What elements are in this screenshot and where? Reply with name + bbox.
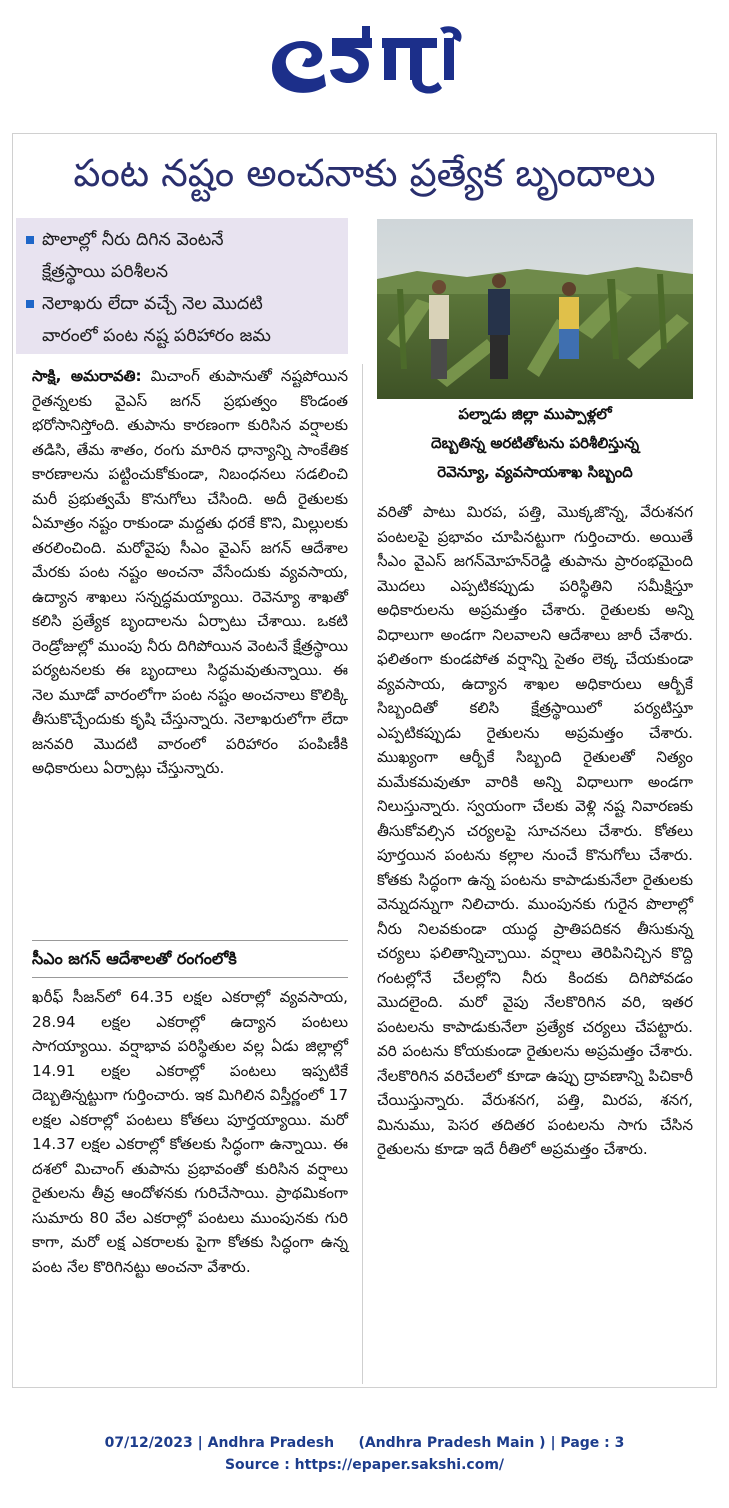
highlight-line: పొలాల్లో నీరు దిగిన వెంటనే [42, 230, 224, 250]
right-column-body [377, 500, 693, 1162]
square-bullet-icon [26, 300, 34, 308]
footer-edition-line: 07/12/2023 | Andhra Pradesh (Andhra Pradesh Main ) | Page : 3 [104, 1435, 625, 1451]
banana-field-photo [377, 219, 693, 399]
square-bullet-icon [26, 236, 34, 244]
paragraph-text: వరితో పాటు మిరప, పత్తి, మొక్కజొన్న, వేరుశనగ పంటలపై ప్రభావం చూపినట్టుగా గుర్తించారు. అయితే సీఎం వైఎస్ జగన్‌మోహన్‌రెడ్డి తుపాను ప్రారంభమైంది మొదలు ఎప్పటికప్పుడు పరిస్థితిని సమీక్షిస్తూ అధికారులను అప్రమత్తం చేశారు. రైతులకు అన్ని విధాలుగా అండగా నిలవాలని ఆదేశాలు జారీ చేశారు. ఫలితంగా కుండపోత వర్షాన్ని సైతం లెక్క చేయకుండా వ్యవసాయ, ఉద్యాన శాఖల అధికారులు ఆర్బీకే సిబ్బందితో కలిసి క్షేత్రస్థాయిలో పర్యటిస్తూ ఎప్పటికప్పుడు రైతులను అప్రమత్తం చేశారు. ముఖ్యంగా ఆర్బీకే సిబ్బంది రైతులతో నిత్యం మమేకమవుతూ వారికి అన్ని విధాలుగా అండగా నిలుస్తున్నారు. స్వయంగా చేలకు వెళ్లి నష్ట నివారణకు తీసుకోవల్సిన చర్యలపై సూచనలు చేశారు. కోతలు పూర్తయిన పంటను కల్లాల నుంచే కొనుగోలు చేశారు. కోతకు సిద్ధంగా ఉన్న పంటను కాపాడుకునేలా రైతులకు వెన్నుదన్నుగా నిలిచారు. ముంపునకు గురైన పొలాల్లో నీరు నిలవకుండా యుద్ధ ప్రాతిపదికన తీసుకున్న చర్యలు ఫలితాన్నిచ్చాయి. వర్షాలు తెరిపినిచ్చిన కొద్ది గంటల్లోనే చేలల్లోని నీరు కిందకు దిగిపోవడం మొదలైంది. మరో వైపు నేలకొరిగిన వరి, ఇతర పంటలను కాపాడుకునేలా ప్రత్యేక చర్యలు చేపట్టారు. వరి పంటను కోయకుండా రైతులను అప్రమత్తం చేశారు. నేలకొరిగిన వరిచేలలో కూడా ఉప్పు ద్రావణాన్ని పిచికారీ చేయిస్తున్నారు. వేరుశనగ, పత్తి, మిరప, శనగ, మినుము, పెసర తదితర పంటలను సాగు చేసిన రైతులను కూడా ఇదే రీతిలో అప్రమత్తం చేశారు. [377, 503, 693, 1158]
highlight-item [24, 288, 342, 352]
caption-line: రెవెన్యూ, వ్యవసాయశాఖ సిబ్బంది [437, 463, 633, 481]
column-divider [362, 364, 363, 1384]
highlight-line: నెలాఖరు లేదా వచ్చే నెల మొదటి [42, 294, 263, 314]
page-footer [0, 1432, 729, 1476]
footer-source-line[interactable]: Source : https://epaper.sakshi.com/ [224, 1457, 505, 1473]
dateline: సాక్షి, అమరావతి: [32, 367, 142, 385]
highlights-box [16, 218, 348, 354]
article-photo [377, 219, 693, 399]
highlight-line: క్షేత్రస్థాయి పరిశీలన [42, 262, 168, 282]
paragraph [32, 364, 348, 781]
sakshi-logo-mark [262, 8, 472, 100]
caption-line: పల్నాడు జిల్లా ముప్పాళ్లలో [458, 405, 612, 423]
paragraph-text: ఖరీఫ్ సీజన్‌లో 64.35 లక్షల ఎకరాల్లో వ్యవసాయ, 28.94 లక్షల ఎకరాల్లో ఉద్యాన పంటలు సాగయ్యాయి. వర్షాభావ పరిస్థితుల వల్ల ఏడు జిల్లాల్లో 14.91 లక్షల ఎకరాల్లో పంటలు ఇప్పటికే దెబ్బతిన్నట్టుగా గుర్తించారు. ఇక మిగిలిన విస్తీర్ణంలో 17 లక్షల ఎకరాల్లో పంటలు కోతలు పూర్తయ్యాయి. మరో 14.37 లక్షల ఎకరాల్లో కోతలకు సిద్ధంగా ఉన్నాయి. ఈ దశలో మిచాంగ్ తుపాను ప్రభావంతో కురిసిన వర్షాలు రైతులను తీవ్ర ఆందోళనకు గురిచేసాయి. ప్రాథమికంగా సుమారు 80 వేల ఎకరాల్లో పంటలు ముంపునకు గురి కాగా, మరో లక్ష ఎకరాలకు పైగా కోతకు సిద్ధంగా ఉన్న పంట నేల కొరిగినట్టు అంచనా వేశారు. [32, 988, 348, 1276]
sakshi-logo [262, 8, 472, 100]
highlight-line: వారంలో పంట నష్ట పరిహారం జమ [42, 326, 271, 346]
article-headline: పంట నష్టం అంచనాకు ప్రత్యేక బృందాలు [73, 151, 656, 195]
paragraph-text: మిచాంగ్ తుపానుతో నష్టపోయిన రైతన్నలకు వైఎస్ జగన్ ప్రభుత్వం కొండంత భరోసానిస్తోంది. తుపాను కారణంగా కురిసిన వర్షాలకు తడిసి, తేమ శాతం, రంగు మారిన ధాన్యాన్ని సాంకేతిక కారణాలను పట్టించుకోకుండా, నిబంధనలు సడలించి మరీ ప్రభుత్వమే కొనుగోలు చేసింది. అదీ రైతులకు ఏమాత్రం నష్టం రాకుండా మద్దతు ధరకే కొని, మిల్లులకు తరలించింది. మరోవైపు సీఎం వైఎస్ జగన్ ఆదేశాల మేరకు పంట నష్టం అంచనా వేసేందుకు వ్యవసాయ, ఉద్యాన శాఖలు సన్నద్ధమయ్యాయి. రెవెన్యూ శాఖతో కలిసి ప్రత్యేక బృందాలను ఏర్పాటు చేశాయి. ఒకటి రెండ్రోజుల్లో ముంపు నీరు దిగిపోయిన వెంటనే క్షేత్రస్థాయి పర్యటనలకు ఈ బృందాలు సిద్ధమవుతున్నాయి. ఈ నెల మూడో వారంలోగా పంట నష్టం అంచనాలు కొలిక్కి తీసుకొచ్చేందుకు కృషి చేస్తున్నారు. నెలాఖరులోగా లేదా జనవరి మొదటి వారంలో పరిహారం పంపిణీకి అధికారులు ఏర్పాట్లు చేస్తున్నారు. [32, 367, 349, 777]
caption-line: దెబ్బతిన్న అరటితోటను పరిశీలిస్తున్న [430, 434, 640, 452]
highlight-item [24, 224, 342, 288]
subheading: సీఎం జగన్ ఆదేశాలతో రంగంలోకి [32, 940, 348, 978]
photo-caption [377, 400, 693, 487]
left-column-body [32, 364, 348, 781]
left-column-body-2 [32, 985, 348, 1279]
